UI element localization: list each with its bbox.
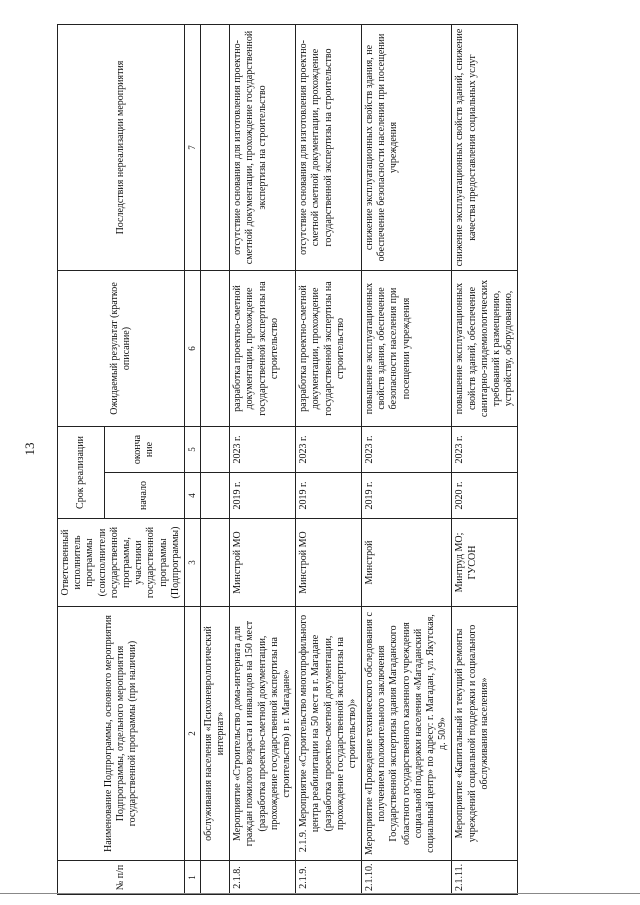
- table-row: [362, 25, 452, 895]
- table-row: [452, 25, 518, 895]
- row-name: Мероприятие «Капитальный и текущий ремонты учреждений социальной поддержки и социального обслуживания населения»: [452, 607, 518, 861]
- row-start: 2019 г.: [230, 473, 296, 519]
- row-num: 2.1.11.: [452, 861, 518, 895]
- header-result: Ожидаемый результат (краткое описание): [58, 271, 185, 427]
- row-result: разработка проектно-сметной документации, прохождение государственной экспертизы на строительство: [230, 271, 296, 427]
- header-name: Наименование Подпрограммы, основного мероприятия Подпрограммы, отдельного мероприятия государственной программы (при наличии): [58, 607, 185, 861]
- row-num: 2.1.10.: [362, 861, 452, 895]
- row-name: Мероприятие «Проведение технического обследования с получением положительного заключения Государственной экспертизы здания Магаданского областного государственного казенного учреждения социальной поддержки населения «Магаданский социальный центр» по адресу: г. Магадан, ул. Якутская, д. 50/9»: [362, 607, 452, 861]
- column-index: 1: [184, 861, 200, 895]
- row-consequences: отсутствие основания для изготовления проектно-сметной документации, прохождение государственной экспертизы на строительство: [230, 25, 296, 271]
- table-row: [296, 25, 362, 895]
- continuation-text: обслуживания населения «Психоневрологический интернат»: [200, 607, 229, 861]
- column-index: 6: [184, 271, 200, 427]
- row-result: повышение эксплуатационных свойств зданий, обеспечение санитарно-эпидемиологических требований к размещению, устройству, оборудованию,: [452, 271, 518, 427]
- column-index: 4: [184, 473, 200, 519]
- row-end: 2023 г.: [362, 427, 452, 473]
- row-executor: Минстрой МО: [296, 519, 362, 607]
- row-name: 2.1.9. Мероприятие «Строительство многопрофильного центра реабилитации на 50 мест в г. Магадане (разработка проектно-сметной документации, прохождение государственной экспертизы на строительство)»: [296, 607, 362, 861]
- row-executor: Минстрой: [362, 519, 452, 607]
- column-index-row: [184, 25, 200, 895]
- row-end: 2023 г.: [230, 427, 296, 473]
- row-start: 2019 г.: [296, 473, 362, 519]
- row-num: 2.1.8.: [230, 861, 296, 895]
- row-consequences: снижение эксплуатационных свойств зданий, снижение качества предоставления социальных услуг: [452, 25, 518, 271]
- column-index: 2: [184, 607, 200, 861]
- row-result: разработка проектно-сметной документации, прохождение государственной экспертизы на строительство: [296, 271, 362, 427]
- row-executor: Минтруд МО; ГУСОН: [452, 519, 518, 607]
- header-row: [58, 25, 105, 895]
- row-end: 2023 г.: [452, 427, 518, 473]
- header-start: начало: [104, 473, 184, 519]
- row-name: Мероприятие «Строительство дома-интерната для граждан пожилого возраста и инвалидов на 150 мест (разработка проектно-сметной документации, прохождение государственной экспертизы на строительство) в г. Магадане»: [230, 607, 296, 861]
- column-index: 7: [184, 25, 200, 271]
- header-executor: Ответственный исполнитель программы (соисполнители государственной программы, участники государственной программы (Подпрограммы): [58, 519, 185, 607]
- row-result: повышение эксплуатационных свойств здания, обеспечение безопасности населения при посещении учреждения: [362, 271, 452, 427]
- page-bottom-rule: [0, 893, 640, 894]
- header-consequences: Последствия нереализации мероприятия: [58, 25, 185, 271]
- row-end: 2023 г.: [296, 427, 362, 473]
- row-consequences: отсутствие основания для изготовления проектно-сметной сметной документации, прохождение государственной экспертизы на строительство: [296, 25, 362, 271]
- table-row: [230, 25, 296, 895]
- continuation-row: [200, 25, 229, 895]
- row-num: 2.1.9.: [296, 861, 362, 895]
- row-start: 2019 г.: [362, 473, 452, 519]
- header-end: оконча ние: [104, 427, 184, 473]
- header-term: Срок реализации: [58, 427, 105, 519]
- column-index: 5: [184, 427, 200, 473]
- row-consequences: снижение эксплуатационных свойств здания, не обеспечение безопасности населения при посещении учреждения: [362, 25, 452, 271]
- row-start: 2020 г.: [452, 473, 518, 519]
- header-num: № п/п: [58, 861, 185, 895]
- page-number: 13: [22, 442, 37, 456]
- row-executor: Минстрой МО: [230, 519, 296, 607]
- column-index: 3: [184, 519, 200, 607]
- program-measures-table: [57, 24, 518, 895]
